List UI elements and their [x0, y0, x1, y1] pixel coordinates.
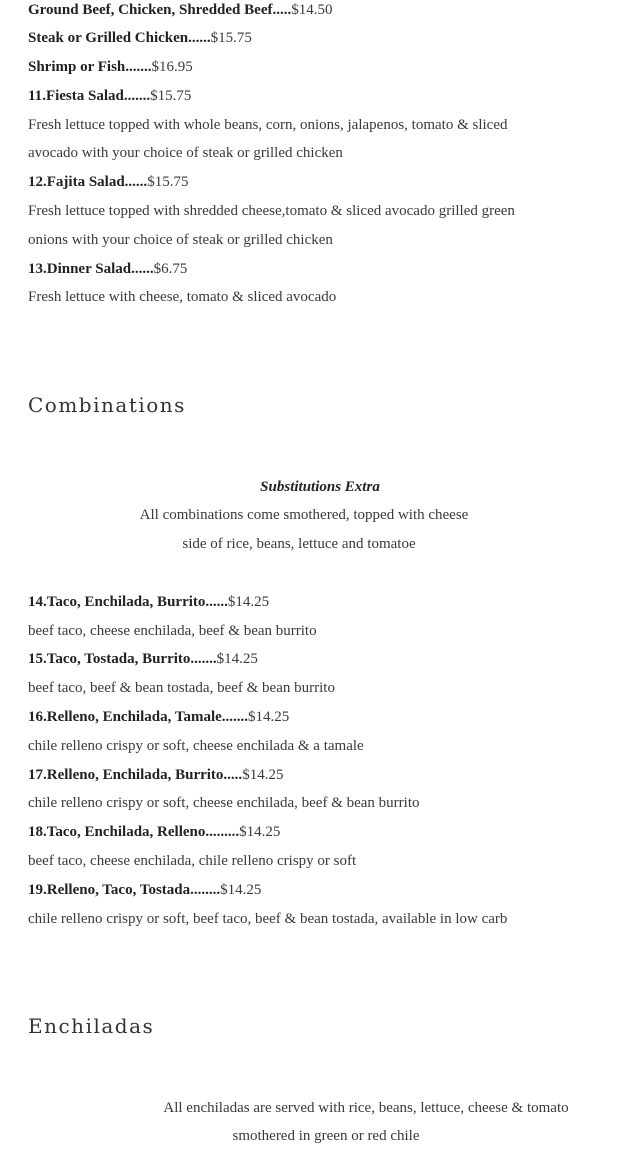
combinations-note-line-2: side of rice, beans, lettuce and tomatoe	[182, 536, 416, 552]
menu-item-12: 12.Fajita Salad......$15.75	[28, 174, 189, 190]
menu-item-11: 11.Fiesta Salad.......$15.75	[28, 88, 192, 104]
menu-item-17: 17.Relleno, Enchilada, Burrito.....$14.25	[28, 767, 284, 783]
section-title-combinations: Combinations	[28, 393, 186, 417]
menu-item-18: 18.Taco, Enchilada, Relleno.........$14.25	[28, 824, 281, 840]
menu-item-15: 15.Taco, Tostada, Burrito.......$14.25	[28, 651, 258, 667]
menu-item-17-desc: chile relleno crispy or soft, cheese enchilada, beef & bean burrito	[28, 795, 420, 811]
menu-item-13-desc: Fresh lettuce with cheese, tomato & sliced avocado	[28, 289, 337, 305]
menu-item-16: 16.Relleno, Enchilada, Tamale.......$14.25	[28, 709, 290, 725]
menu-option-steak: Steak or Grilled Chicken......$15.75	[28, 30, 252, 46]
menu-option-ground-beef: Ground Beef, Chicken, Shredded Beef.....$14.50	[28, 2, 333, 18]
menu-item-19-desc: chile relleno crispy or soft, beef taco, beef & bean tostada, available in low carb	[28, 911, 508, 927]
menu-item-11-desc-2: avocado with your choice of steak or grilled chicken	[28, 145, 343, 161]
menu-item-18-desc: beef taco, cheese enchilada, chile relleno crispy or soft	[28, 853, 357, 869]
section-title-enchiladas: Enchiladas	[28, 1014, 155, 1038]
menu-item-12-desc-1: Fresh lettuce topped with shredded cheese,tomato & sliced avocado grilled green	[28, 203, 515, 219]
menu-item-16-desc: chile relleno crispy or soft, cheese enchilada & a tamale	[28, 738, 364, 754]
menu-option-shrimp: Shrimp or Fish.......$16.95	[28, 59, 193, 75]
substitutions-note-title: Substitutions Extra	[260, 479, 380, 495]
enchiladas-note-line-2: smothered in green or red chile	[232, 1128, 420, 1144]
menu-item-15-desc: beef taco, beef & bean tostada, beef & bean burrito	[28, 680, 335, 696]
menu-item-14: 14.Taco, Enchilada, Burrito......$14.25	[28, 594, 270, 610]
combinations-note-line-1: All combinations come smothered, topped with cheese	[139, 507, 469, 523]
menu-item-13: 13.Dinner Salad......$6.75	[28, 261, 188, 277]
menu-item-12-desc-2: onions with your choice of steak or grilled chicken	[28, 232, 333, 248]
menu-item-14-desc: beef taco, cheese enchilada, beef & bean burrito	[28, 623, 317, 639]
enchiladas-note-line-1: All enchiladas are served with rice, beans, lettuce, cheese & tomato	[163, 1100, 569, 1116]
menu-item-19: 19.Relleno, Taco, Tostada........$14.25	[28, 882, 262, 898]
menu-item-11-desc-1: Fresh lettuce topped with whole beans, corn, onions, jalapenos, tomato & sliced	[28, 117, 508, 133]
